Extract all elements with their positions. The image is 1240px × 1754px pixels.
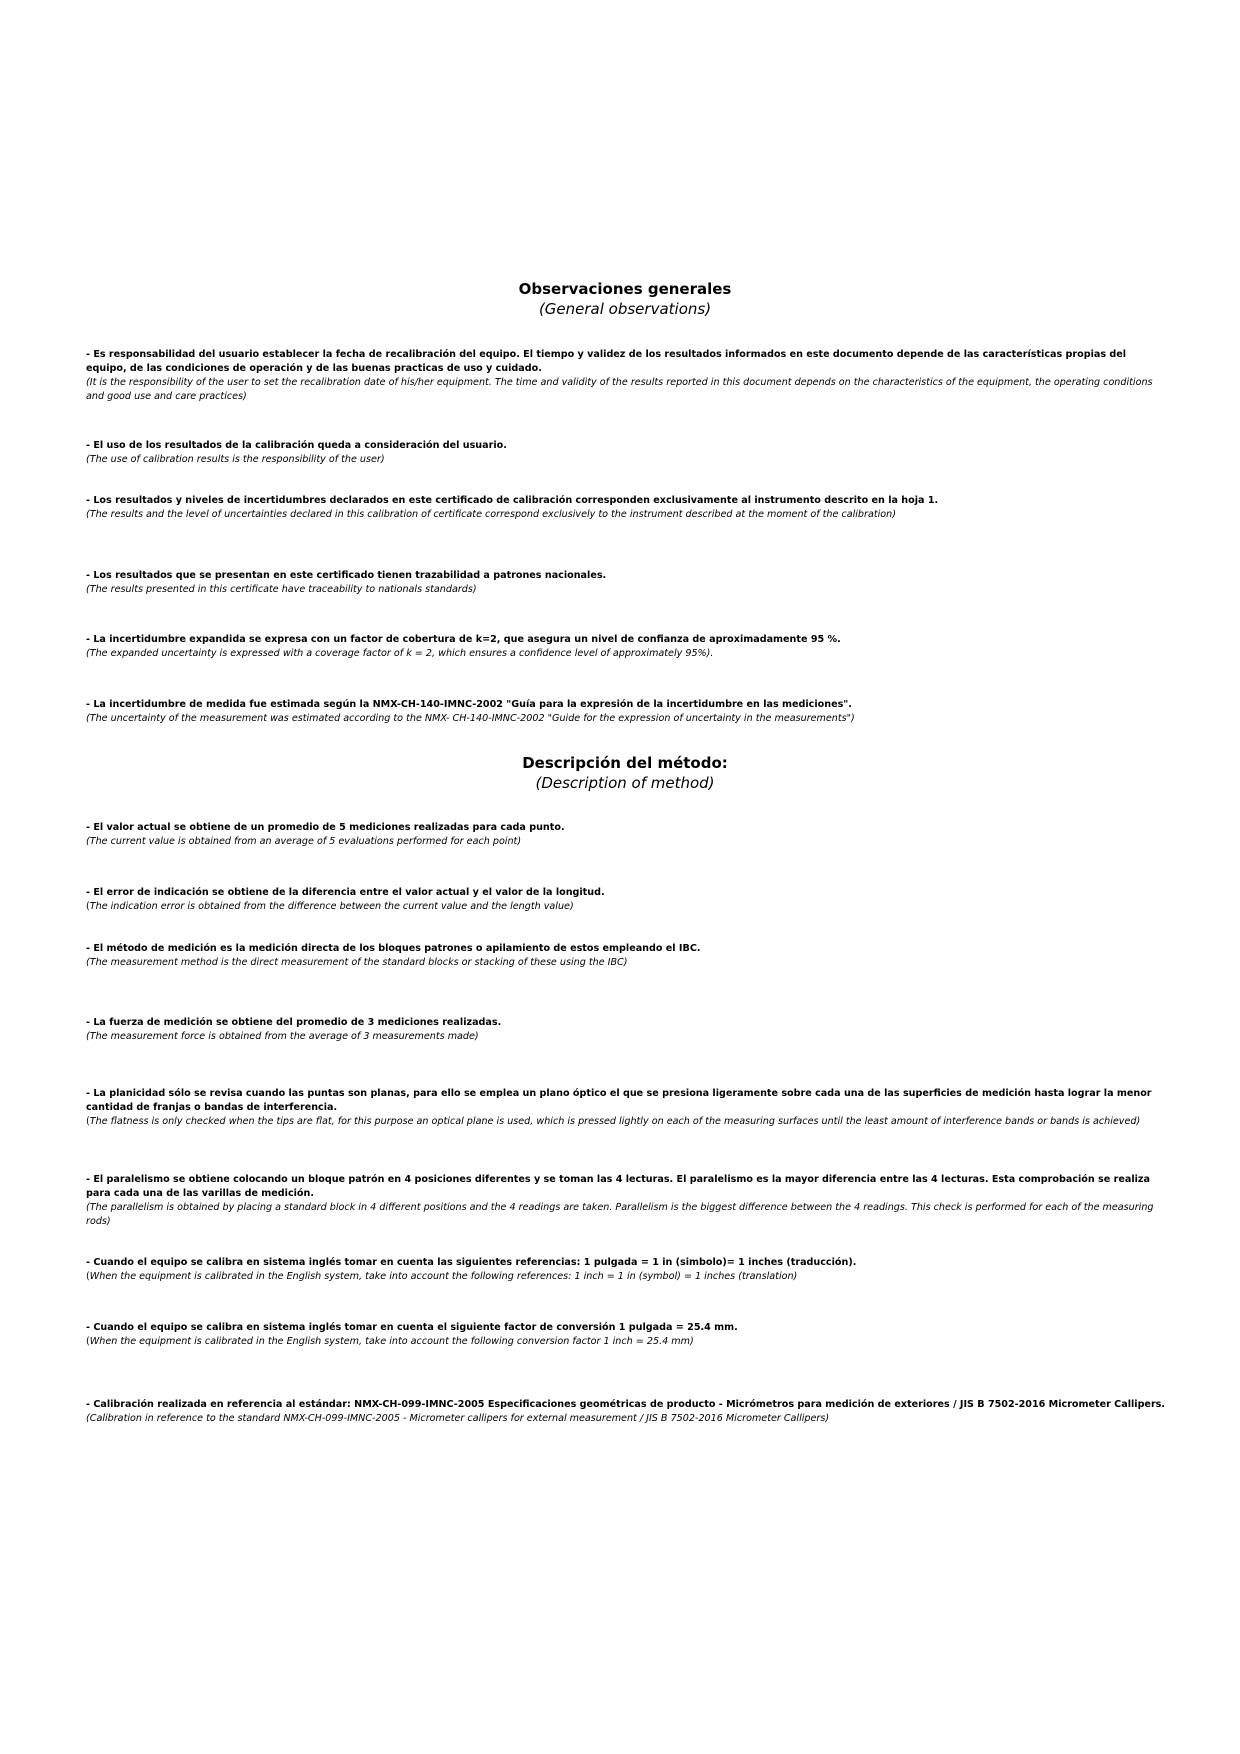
method-text-en [86,1335,1166,1349]
observation-text-en: (The results presented in this certificate have traceability to nationals standards) [86,584,477,595]
observation-text-es: - El uso de los resultados de la calibración queda a consideración del usuario. [86,440,507,451]
method-text-en-lead: ( [86,901,90,912]
section-title: Observaciones generales [518,280,732,298]
observation-text-es: - La incertidumbre expandida se expresa con un factor de cobertura de k=2, que asegura un nivel de confianza de aproximadamente 95 %. [86,634,841,645]
observation-text-en: (It is the responsibility of the user to set the recalibration date of his/her equipment. The time and validity of the results reported in this document depends on the characteristics of the equipment, the operating conditions and good use and care practices) [86,377,1153,402]
method-item [86,821,1166,849]
observation-text-en: (The use of calibration results is the responsibility of the user) [86,454,385,465]
observation-text-en: (The results and the level of uncertainties declared in this calibration of certificate correspond exclusively to the instrument described at the moment of the calibration) [86,509,896,520]
method-text-en-lead: ( [86,1116,90,1127]
method-text-es: - El paralelismo se obtiene colocando un bloque patrón en 4 posiciones diferentes y se toman las 4 lecturas. El paralelismo es la mayor diferencia entre las 4 lecturas. Esta comprobación se realiza para cada una de las varillas de medición. [86,1174,1150,1199]
method-text-en: (Calibration in reference to the standard NMX-CH-099-IMNC-2005 - Micrometer callipers for external measurement / JIS B 7502-2016 Micrometer Callipers) [86,1413,830,1424]
observation-text-es: - Los resultados y niveles de incertidumbres declarados en este certificado de calibración corresponden exclusivamente al instrumento descrito en la hoja 1. [86,495,939,506]
method-text-en-body: The flatness is only checked when the tips are flat, for this purpose an optical plane is used, which is pressed lightly on each of the measuring surfaces until the least amount of interference bands or bands is achieved) [89,1116,1141,1127]
method-text-es: - La planicidad sólo se revisa cuando las puntas son planas, para ello se emplea un plano óptico el que se presiona ligeramente sobre cada una de las superficies de medición hasta lograr la menor cantidad de franjas o bandas de interferencia. [86,1088,1152,1113]
observation-text-en: (The expanded uncertainty is expressed with a coverage factor of k = 2, which ensures a confidence level of approximately 95%). [86,648,714,659]
observation-item [86,494,1166,522]
method-text-en-body: When the equipment is calibrated in the English system, take into account the following conversion factor 1 inch = 25.4 mm) [89,1336,694,1347]
method-text-es: - La fuerza de medición se obtiene del promedio de 3 mediciones realizadas. [86,1017,502,1028]
observation-text-es: - Es responsabilidad del usuario establecer la fecha de recalibración del equipo. El tiempo y validez de los resultados informados en este documento depende de las características propias del equipo, de las condiciones de operación y de las buenas practicas de uso y cuidado. [86,349,1127,374]
method-description-heading [0,753,1240,793]
method-text-en: (The current value is obtained from an average of 5 evaluations performed for each point) [86,836,522,847]
section-subtitle: (Description of method) [535,774,715,792]
observation-item [86,348,1166,404]
observation-item [86,439,1166,467]
method-text-en-lead: ( [86,1271,90,1282]
method-item [86,1173,1166,1229]
method-item [86,1016,1166,1044]
method-text-es: - Calibración realizada en referencia al estándar: NMX-CH-099-IMNC-2005 Especificaciones geométricas de producto - Micrómetros para medición de exteriores / JIS B 7502-2016 Micrometer Callipers. [86,1399,1166,1410]
method-text-es: - Cuando el equipo se calibra en sistema inglés tomar en cuenta el siguiente factor de conversión 1 pulgada = 25.4 mm. [86,1322,738,1333]
method-item [86,886,1166,914]
method-text-en-body: When the equipment is calibrated in the English system, take into account the following references: 1 inch = 1 in (symbol) = 1 inches (translation) [89,1271,798,1282]
observation-text-es: - Los resultados que se presentan en este certificado tienen trazabilidad a patrones nacionales. [86,570,607,581]
method-text-en: (The measurement force is obtained from the average of 3 measurements made) [86,1031,479,1042]
method-text-es: - Cuando el equipo se calibra en sistema inglés tomar en cuenta las siguientes referencias: 1 pulgada = 1 in (simbolo)= 1 inches (traducción). [86,1257,857,1268]
method-text-en [86,1270,1166,1284]
observation-item [86,698,1166,726]
method-text-en: (The parallelism is obtained by placing a standard block in 4 different positions and the 4 readings are taken. Parallelism is the biggest difference between the 4 readings. This check is performed for each of the measuring rods) [86,1202,1154,1227]
observation-text-es: - La incertidumbre de medida fue estimada según la NMX-CH-140-IMNC-2002 "Guía para la expresión de la incertidumbre en las mediciones". [86,699,852,710]
observation-text-en: (The uncertainty of the measurement was estimated according to the NMX- CH-140-IMNC-2002 "Guide for the expression of uncertainty in the measurements") [86,713,855,724]
method-text-es: - El método de medición es la medición directa de los bloques patrones o apilamiento de estos empleando el IBC. [86,943,701,954]
section-title: Descripción del método: [522,754,728,772]
section-subtitle: (General observations) [538,300,712,318]
method-item [86,1256,1166,1284]
method-item [86,1321,1166,1349]
observation-item [86,569,1166,597]
method-item [86,942,1166,970]
method-text-es: - El valor actual se obtiene de un promedio de 5 mediciones realizadas para cada punto. [86,822,565,833]
method-item [86,1087,1166,1129]
method-text-en [86,1115,1166,1129]
observation-item [86,633,1166,661]
general-observations-heading [0,279,1240,319]
method-text-en [86,900,1166,914]
method-item [86,1398,1166,1426]
method-text-en-lead: ( [86,1336,90,1347]
method-text-en-body: The indication error is obtained from the difference between the current value and the length value) [89,901,574,912]
method-text-es: - El error de indicación se obtiene de la diferencia entre el valor actual y el valor de la longitud. [86,887,605,898]
method-text-en: (The measurement method is the direct measurement of the standard blocks or stacking of these using the IBC) [86,957,628,968]
